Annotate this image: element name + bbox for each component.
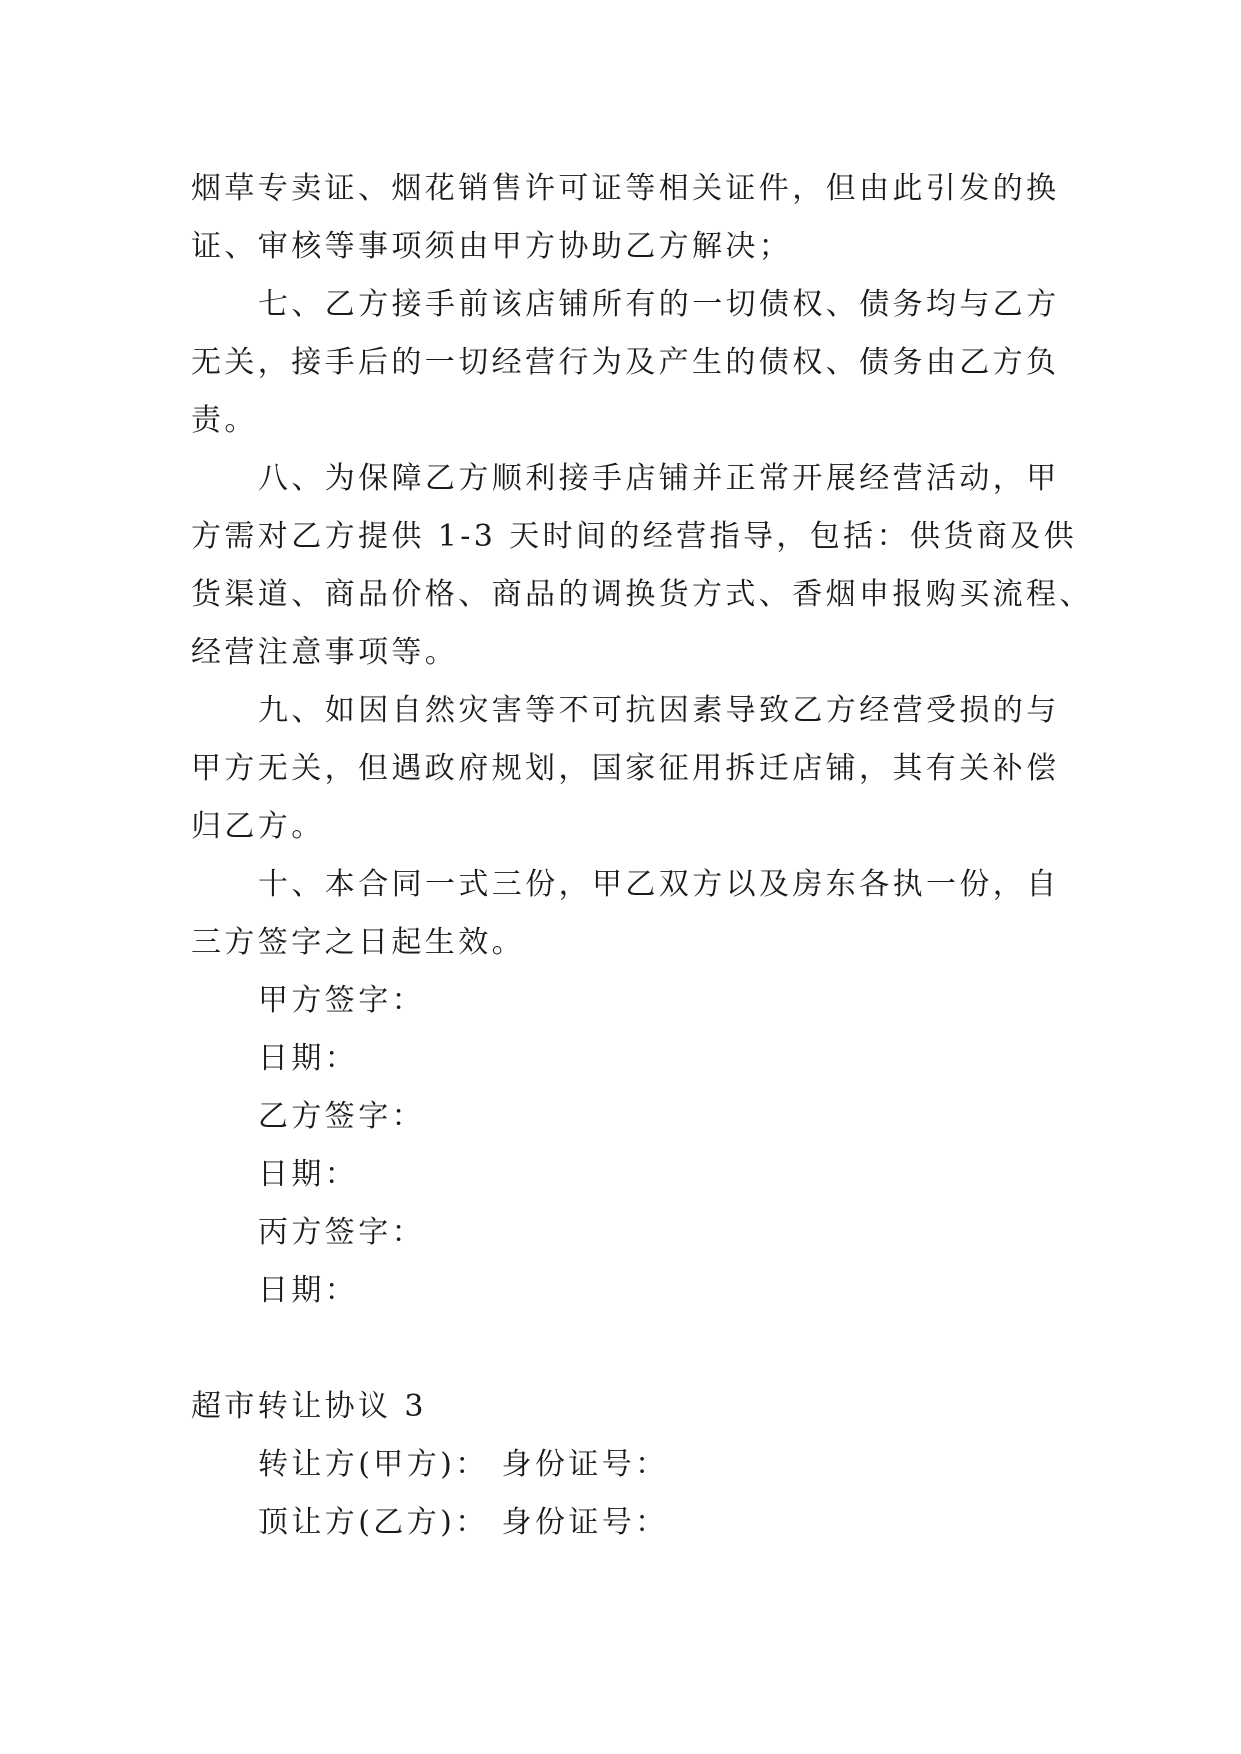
party-a-signature-label: 甲方签字： [258, 983, 425, 1018]
paragraph-line: 证、审核等事项须由甲方协助乙方解决； [191, 229, 793, 264]
party-b-signature-label: 乙方签字： [258, 1099, 425, 1134]
party-c-date-label: 日期： [258, 1273, 359, 1308]
paragraph-line: 货渠道、商品价格、商品的调换货方式、香烟申报购买流程、 [191, 577, 1093, 612]
clause-seven-line: 七、乙方接手前该店铺所有的一切债权、债务均与乙方 [258, 287, 1060, 322]
transferor-line: 转让方(甲方)： 身份证号： [258, 1447, 669, 1482]
paragraph-line: 经营注意事项等。 [191, 635, 459, 670]
section-title: 超市转让协议 3 [191, 1389, 427, 1424]
paragraph-line: 甲方无关，但遇政府规划，国家征用拆迁店铺，其有关补偿 [191, 751, 1060, 786]
party-a-date-label: 日期： [258, 1041, 359, 1076]
paragraph-line: 方需对乙方提供 1-3 天时间的经营指导，包括：供货商及供 [191, 519, 1077, 554]
paragraph-line: 责。 [191, 403, 258, 438]
paragraph-line: 三方签字之日起生效。 [191, 925, 525, 960]
section-spacer [191, 1320, 1051, 1378]
clause-eight-line: 八、为保障乙方顺利接手店铺并正常开展经营活动，甲 [258, 461, 1060, 496]
document-body [191, 160, 1093, 1552]
clause-ten-line: 十、本合同一式三份，甲乙双方以及房东各执一份，自 [258, 867, 1060, 902]
paragraph-line: 无关，接手后的一切经营行为及产生的债权、债务由乙方负 [191, 345, 1060, 380]
clause-nine-line: 九、如因自然灾害等不可抗因素导致乙方经营受损的与 [258, 693, 1060, 728]
paragraph-line: 归乙方。 [191, 809, 325, 844]
transferee-line: 顶让方(乙方)： 身份证号： [258, 1505, 669, 1540]
party-b-date-label: 日期： [258, 1157, 359, 1192]
paragraph-line: 烟草专卖证、烟花销售许可证等相关证件，但由此引发的换 [191, 171, 1060, 206]
party-c-signature-label: 丙方签字： [258, 1215, 425, 1250]
